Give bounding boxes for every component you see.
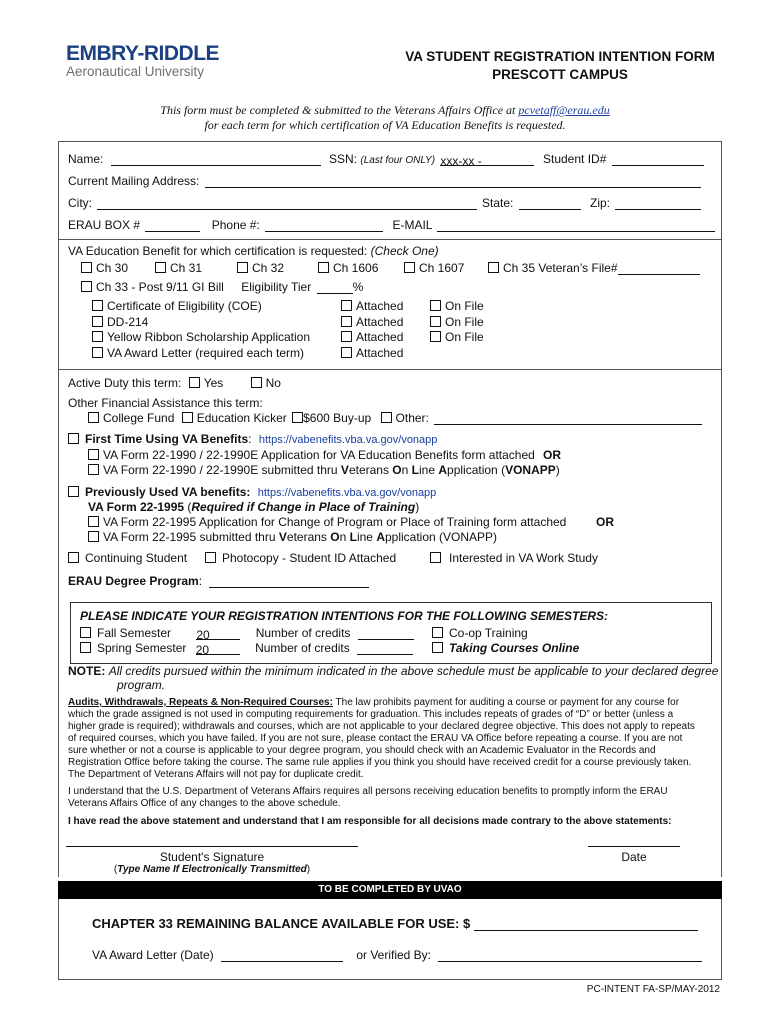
frame-left [58,141,59,877]
or-label-1: OR [543,448,561,462]
veteran-file-field[interactable] [618,263,700,275]
text: ine [356,530,377,544]
checkbox[interactable] [488,262,499,273]
prev-used-row [68,485,436,499]
other-field[interactable] [434,413,702,425]
online-option[interactable] [432,641,579,655]
chapter-ch1607[interactable] [404,261,464,275]
checkbox[interactable] [92,300,103,311]
checkbox[interactable] [430,300,441,311]
state-label: State: [482,196,514,210]
student-id-label: Student ID# [543,152,607,166]
pu-option-2[interactable] [88,530,497,544]
checkbox[interactable] [88,516,99,527]
other-label: Other: [395,411,429,425]
checkbox[interactable] [432,627,443,638]
chapter-label: Ch 30 [96,261,129,275]
logo-primary: EMBRY-RIDDLE [66,42,220,65]
name-field[interactable] [111,154,321,166]
spring-year-field[interactable] [196,643,240,655]
checkbox[interactable] [92,331,103,342]
ssn-value: xxx-xx - [440,154,482,168]
benefit-heading-text: VA Education Benefit for which certification is requested: [68,244,368,258]
balance-row [92,916,698,931]
ssn-field[interactable] [440,154,534,166]
onfile-label: On File [445,315,484,329]
pu-option-1-label: VA Form 22-1995 Application for Change of Program or Place of Training form attached [103,515,567,529]
percent-sign: % [352,280,364,294]
first-time-checkbox[interactable] [68,433,79,444]
attached-label: Attached [356,330,404,344]
onfile-1[interactable] [430,299,484,313]
checkbox[interactable] [341,347,352,358]
text: L [411,463,419,477]
onfile-2[interactable] [430,315,484,329]
chapter-label: Ch 35 Veteran’s File# [503,261,618,275]
spring-credits-field[interactable] [357,643,413,655]
zip-field[interactable] [615,198,701,210]
text: O [392,463,402,477]
text: L [349,530,357,544]
mailing-row [68,174,701,188]
credits-label: Number of credits [255,641,350,655]
name-label: Name: [68,152,104,166]
year-prefix: 20 [196,628,210,642]
text: n [401,463,412,477]
box-field[interactable] [145,220,200,232]
continuing-label: Continuing Student [85,551,188,565]
chapter-ch30[interactable] [81,261,128,275]
audits-body: The law prohibits payment for auditing a course or payment for any course for which the grade assigned is not used in computing requirements for graduation. This includes repeats of grades of “D” or better (unless a higher grade is required); withdrawals and courses, which are not applicable to your declared degree objective. This does not apply to repeats of required courses, which you have failed. If you are not sure, please contact the ERAU VA Office before repeating a course. If you are not sure whether or not a course is applicable to your degree program, you should check with an Academic Evaluator in the Records and Registration Office before taking the course. The same rule applies if you think you should have received credit for a course previously taken. The Department of Veterans Affairs will not pay for duplicate credit. [68,697,695,780]
form-1995-note: Required if Change in Place of Training [191,500,416,514]
state-field[interactable] [519,198,581,210]
onfile-label: On File [445,330,484,344]
credits-label: Number of credits [255,626,351,640]
mailing-label: Current Mailing Address: [68,174,200,188]
vonapp-link[interactable]: https://vabenefits.vba.va.gov/vonapp [258,434,438,446]
uvao-frame-left [58,899,59,979]
signature-line[interactable] [66,846,358,847]
continuing-option[interactable] [68,551,187,565]
balance-label: CHAPTER 33 REMAINING BALANCE AVAILABLE FOR USE: $ [92,916,471,931]
doc-yellow-ribbon[interactable] [92,330,310,344]
email-field[interactable] [437,220,715,232]
text: VA Form 22-1995 submitted thru [103,530,279,544]
audits-heading: Audits, Withdrawals, Repeats & Non-Required Courses: [68,697,333,708]
email-label: E-MAIL [392,218,433,232]
text: V [278,530,287,544]
college-fund-label: College Fund [103,411,175,425]
buyup-checkbox[interactable] [292,412,303,423]
city-field[interactable] [97,198,477,210]
benefit-heading-note: (Check One) [370,244,439,258]
degree-field[interactable] [209,576,369,588]
checkbox[interactable] [237,262,248,273]
degree-label: ERAU Degree Program [68,574,199,588]
checkbox[interactable] [318,262,329,273]
name-row [68,152,321,166]
attached-label: Attached [356,315,404,329]
checkbox[interactable] [430,552,441,563]
checkbox[interactable] [155,262,166,273]
statement-paragraph: I have read the above statement and understand that I am responsible for all decisions made contrary to the above statements: [68,816,672,827]
attached-label: Attached [356,346,404,360]
state-row [482,196,581,210]
other-financial-row [88,411,702,425]
signature-note: (Type Name If Electronically Transmitted) [113,864,311,875]
contact-row [68,218,715,232]
checkbox[interactable] [92,316,103,327]
attached-1[interactable] [341,299,403,313]
note-line-1 [68,664,718,678]
fall-checkbox[interactable] [80,627,91,638]
chapter-ch31[interactable] [155,261,202,275]
signature-note-text: Type Name If Electronically Transmitted [117,864,307,875]
tier-field[interactable] [317,282,353,294]
office-email-link[interactable]: pcvetaff@erau.edu [518,103,610,117]
text: pplication (VONAPP) [384,530,498,544]
ft-option-2[interactable] [88,463,560,477]
text: pplication ( [447,463,506,477]
checkbox[interactable] [341,331,352,342]
fall-year-field[interactable] [196,628,240,640]
first-time-row: First Time Using VA Benefits: https://vabenefits.vba.va.gov/vonapp [68,432,437,446]
chapter-label: Ch 1607 [419,261,465,275]
award-verify-row [92,948,702,962]
doc-label: Yellow Ribbon Scholarship Application [107,330,311,344]
uvao-frame-right [721,899,722,979]
signature-label: Student's Signature [159,850,265,864]
checkbox[interactable] [68,552,79,563]
photocopy-label: Photocopy - Student ID Attached [222,551,397,565]
note-label: NOTE: [68,664,106,678]
spring-row [80,641,413,655]
frame-right [721,141,722,877]
doc-coe[interactable] [92,299,262,313]
chapter-label: Ch 31 [170,261,203,275]
spring-label: Spring Semester [97,641,187,655]
divider-2 [58,369,722,370]
chapter-ch1606[interactable] [318,261,378,275]
checkbox[interactable] [88,531,99,542]
verified-label: or Verified By: [356,948,432,962]
first-time-label: First Time Using VA Benefits [85,432,249,446]
text: eterans [286,530,331,544]
photocopy-option[interactable] [205,551,396,565]
form-code: PC-INTENT FA-SP/MAY-2012 [586,984,720,995]
work-study-label: Interested in VA Work Study [449,551,598,565]
doc-award-letter[interactable] [92,346,304,360]
or-label-2: OR [596,515,614,529]
spring-checkbox[interactable] [80,642,91,653]
ssn-label: SSN: [329,152,358,166]
date-label: Date [621,850,647,864]
logo-secondary: Aeronautical University [66,64,205,79]
uvao-frame-bottom [58,979,722,980]
form-title: VA STUDENT REGISTRATION INTENTION FORM [405,49,715,64]
ssn-note: (Last four ONLY) [360,155,436,166]
degree-row: ERAU Degree Program: [68,574,369,588]
student-id-row [543,152,704,166]
text: A [376,530,385,544]
tier-label: Eligibility Tier [241,280,312,294]
form-1995-row: VA Form 22-1995 (Required if Change in Place of Training) [88,500,420,514]
onfile-label: On File [445,299,484,313]
text: eterans [348,463,393,477]
box-label: ERAU BOX # [68,218,141,232]
active-duty-row [68,376,281,390]
text: V [340,463,349,477]
student-id-field[interactable] [612,154,704,166]
doc-label: Certificate of Eligibility (COE) [107,299,262,313]
prev-used-checkbox[interactable] [68,486,79,497]
date-line[interactable] [588,846,680,847]
chapter-ch35[interactable] [488,261,700,275]
ch33-label: Ch 33 - Post 9/11 GI Bill [96,280,224,294]
doc-dd214[interactable] [92,315,148,329]
attached-label: Attached [356,299,404,313]
text: VONAPP [505,463,556,477]
text: A [438,463,448,477]
kicker-checkbox[interactable] [182,412,193,423]
other-checkbox[interactable] [381,412,392,423]
award-letter-label: VA Award Letter (Date) [92,948,214,962]
text: n [339,530,350,544]
divider-1 [58,239,722,240]
understand-paragraph: I understand that the U.S. Department of Veterans Affairs requires all persons receiving education benefits to promptly inform the ERAU Veterans Affairs Office of any changes to the above schedule. [68,786,668,809]
checkbox[interactable] [205,552,216,563]
active-duty-yes-checkbox[interactable] [189,377,200,388]
vonapp-link-2[interactable]: https://vabenefits.vba.va.gov/vonapp [257,487,437,499]
online-label: Taking Courses Online [449,641,580,655]
text: ine [419,463,439,477]
prev-used-label: Previously Used VA benefits: [85,485,251,499]
checkbox[interactable] [88,449,99,460]
college-fund-checkbox[interactable] [88,412,99,423]
phone-label: Phone #: [211,218,260,232]
coop-label: Co-op Training [449,626,528,640]
form-1995-label: VA Form 22-1995 [88,500,185,514]
award-letter-field[interactable] [221,950,343,962]
ft-option-1-label: VA Form 22-1990 / 22-1990E Application for VA Education Benefits form attached [103,448,535,462]
phone-field[interactable] [265,220,383,232]
mailing-field[interactable] [205,176,701,188]
uvao-banner: TO BE COMPLETED BY UVAO [58,881,722,899]
attached-3[interactable] [341,330,403,344]
note-line-2: program. [117,678,166,692]
chapter-label: Ch 1606 [333,261,379,275]
intro-text: This form must be completed & submitted to the Veterans Affairs Office at [160,103,519,117]
fall-label: Fall Semester [97,626,172,640]
checkbox[interactable] [88,464,99,475]
text: O [330,530,340,544]
checkbox[interactable] [341,316,352,327]
checkbox[interactable] [430,331,441,342]
chapter-label: Ch 32 [252,261,285,275]
zip-row [590,196,701,210]
doc-label: DD-214 [107,315,149,329]
active-duty-no-checkbox[interactable] [251,377,262,388]
checkbox[interactable] [341,300,352,311]
checkbox[interactable] [81,281,92,292]
zip-label: Zip: [590,196,611,210]
note-text: All credits pursued within the minimum indicated in the above schedule must be applicable to your declared degree [108,664,719,678]
benefit-heading [68,244,439,258]
chapter-ch33[interactable] [81,280,363,294]
ft-option-1[interactable] [88,448,535,462]
intro-line-2: for each term for which certification of VA Education Benefits is requested. [204,118,566,132]
work-study-option[interactable] [430,551,598,565]
city-row [68,196,477,210]
checkbox[interactable] [404,262,415,273]
text: ) [555,463,560,477]
chapter-ch32[interactable] [237,261,284,275]
active-duty-label: Active Duty this term: [68,376,182,390]
coop-option[interactable] [432,626,528,640]
pu-option-1[interactable] [88,515,566,529]
semester-heading: PLEASE INDICATE YOUR REGISTRATION INTENTIONS FOR THE FOLLOWING SEMESTERS: [80,609,609,623]
audits-paragraph [68,697,700,781]
checkbox[interactable] [92,347,103,358]
fall-row [80,626,414,640]
ssn-row [329,152,534,166]
fall-credits-field[interactable] [358,628,414,640]
form-campus: PRESCOTT CAMPUS [492,67,628,82]
onfile-3[interactable] [430,330,484,344]
verified-field[interactable] [438,950,702,962]
other-financial-label: Other Financial Assistance this term: [68,396,263,410]
checkbox[interactable] [430,316,441,327]
yes-label: Yes [203,376,224,390]
checkbox[interactable] [432,642,443,653]
doc-label: VA Award Letter (required each term) [107,346,304,360]
frame-top [58,141,722,142]
city-label: City: [68,196,92,210]
kicker-label: Education Kicker [196,411,287,425]
balance-field[interactable] [474,917,698,931]
no-label: No [265,376,281,390]
intro-line-1 [0,103,770,118]
attached-4[interactable] [341,346,403,360]
text: VA Form 22-1990 / 22-1990E submitted thru [103,463,341,477]
attached-2[interactable] [341,315,403,329]
checkbox[interactable] [81,262,92,273]
buyup-label: $600 Buy-up [303,411,372,425]
year-prefix: 20 [195,643,210,657]
